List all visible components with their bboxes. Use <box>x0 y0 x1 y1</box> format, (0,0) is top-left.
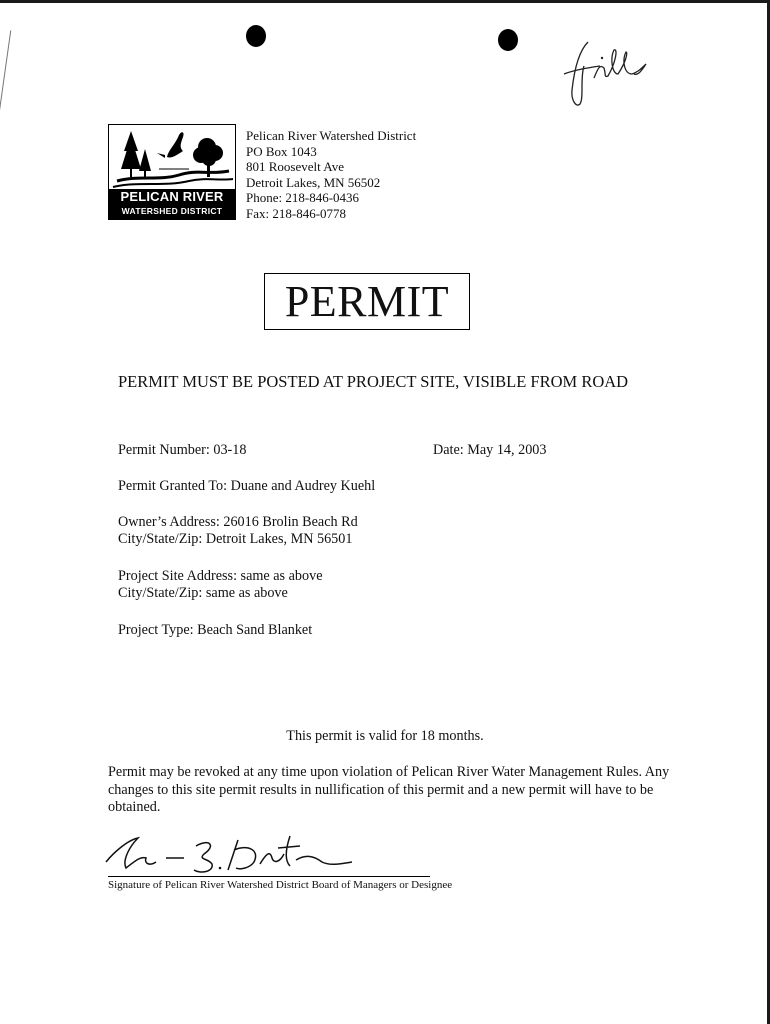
org-fax: Fax: 218-846-0778 <box>246 205 347 221</box>
posting-notice: PERMIT MUST BE POSTED AT PROJECT SITE, VISIBLE FROM ROAD <box>118 372 629 391</box>
permit-title-box <box>264 273 470 330</box>
punch-hole-left <box>246 25 266 47</box>
owner-address: Owner’s Address: 26016 Brolin Beach Rd <box>118 514 358 530</box>
org-street: 801 Roosevelt Ave <box>246 159 344 175</box>
project-site-address: Project Site Address: same as above <box>118 568 323 584</box>
handwritten-signature <box>100 828 360 878</box>
org-phone: Phone: 218-846-0436 <box>246 190 360 206</box>
org-po-box: PO Box 1043 <box>246 143 317 159</box>
logo-landscape-icon <box>109 125 235 189</box>
logo-subtitle: WATERSHED DISTRICT <box>109 205 235 219</box>
validity-statement: This permit is valid for 18 months. <box>286 728 484 744</box>
district-logo <box>108 124 236 220</box>
signature-caption: Signature of Pelican River Watershed District Board of Managers or Designee <box>108 879 453 891</box>
revocation-notice: Permit may be revoked at any time upon violation of Pelican River Water Management Rules. Any changes to this site permit results in nullification of this permit and a new permit will have to be obtained. <box>108 764 670 815</box>
project-type: Project Type: Beach Sand Blanket <box>118 622 313 638</box>
page-title: PERMIT <box>284 277 450 326</box>
org-name: Pelican River Watershed District <box>246 128 417 143</box>
scan-edge-left <box>0 30 11 119</box>
organization-address <box>246 128 416 222</box>
project-site-city-state-zip: City/State/Zip: same as above <box>118 585 288 601</box>
owner-city-state-zip: City/State/Zip: Detroit Lakes, MN 56501 <box>118 531 353 547</box>
signature-line <box>108 876 430 877</box>
scan-edge-top <box>0 0 770 3</box>
punch-hole-right <box>498 29 518 51</box>
permit-granted-to: Permit Granted To: Duane and Audrey Kuehl <box>118 478 376 494</box>
permit-date: Date: May 14, 2003 <box>433 442 547 458</box>
org-city-state-zip: Detroit Lakes, MN 56502 <box>246 174 381 190</box>
handwritten-file-note <box>560 38 650 118</box>
permit-number: Permit Number: 03-18 <box>118 442 247 458</box>
logo-title: PELICAN RIVER <box>109 189 235 205</box>
